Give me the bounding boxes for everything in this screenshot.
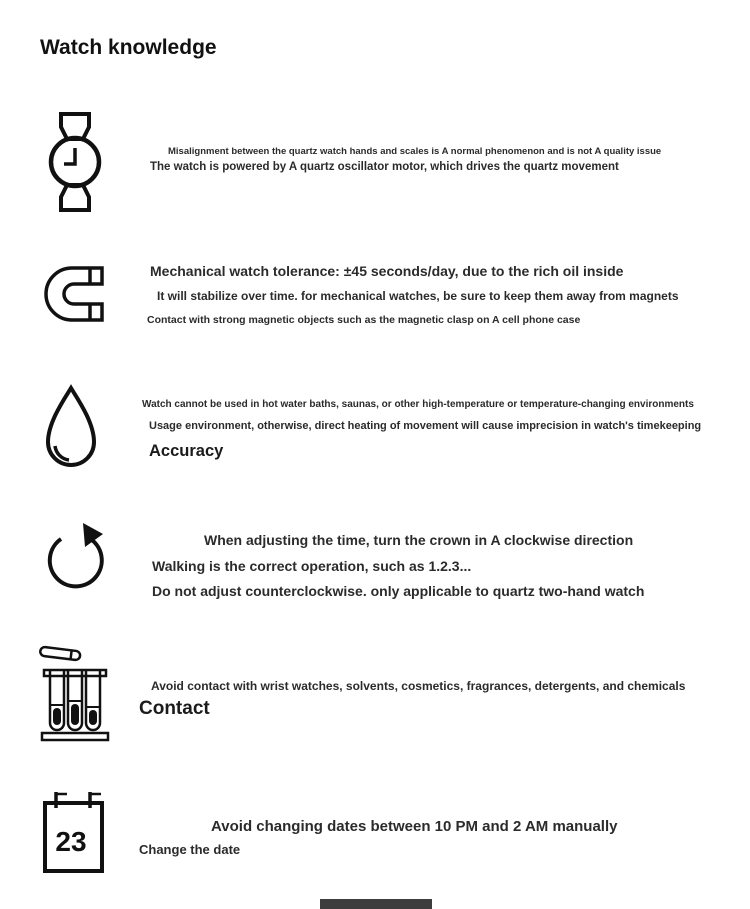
temperature-warning-text: Watch cannot be used in hot water baths, saunas, or other high-temperature or temperature-changing environments [142,399,694,410]
accuracy-heading: Accuracy [149,442,224,460]
usage-environment-text: Usage environment, otherwise, direct heating of movement will cause imprecision in watch's timekeeping [149,420,702,432]
page-title: Watch knowledge [40,36,217,59]
magnet-icon [42,262,106,326]
change-date-heading: Change the date [139,842,241,857]
test-tubes-icon [38,645,112,742]
quartz-note-main: The watch is powered by A quartz oscillator motor, which drives the quartz movement [150,161,619,173]
no-counterclockwise-text: Do not adjust counterclockwise. only applicable to quartz two-hand watch [152,583,645,599]
avoid-chemicals-text: Avoid contact with wrist watches, solvents, cosmetics, fragrances, detergents, and chemicals [151,679,686,693]
magnet-stabilize-text: It will stabilize over time. for mechanical watches, be sure to keep them away from magnets [157,289,679,303]
walking-operation-text: Walking is the correct operation, such as 1.2.3... [152,558,472,574]
quartz-note-small: Misalignment between the quartz watch hands and scales is A normal phenomenon and is not A quality issue [168,146,662,157]
clockwise-arrow-icon [45,521,105,599]
avoid-date-change-text: Avoid changing dates between 10 PM and 2 AM manually [211,818,618,835]
water-drop-icon [42,384,100,470]
wristwatch-icon [44,112,106,212]
calendar-icon [42,790,105,875]
calendar-day: 23 [55,826,87,857]
magnet-tolerance-text: Mechanical watch tolerance: ±45 seconds/day, due to the rich oil inside [150,263,624,279]
crown-clockwise-text: When adjusting the time, turn the crown in A clockwise direction [204,532,634,548]
magnet-contact-text: Contact with strong magnetic objects such as the magnetic clasp on A cell phone case [147,314,581,326]
contact-heading: Contact [139,698,210,719]
bottom-strip [320,899,432,909]
